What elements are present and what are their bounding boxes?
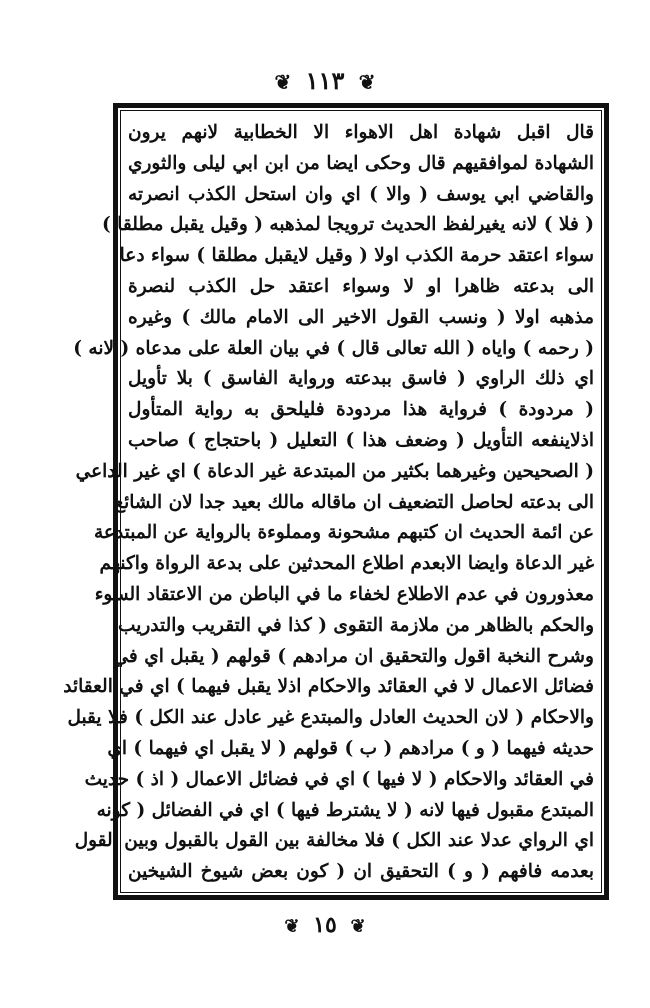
- text-line: ( الصحيحين وغيرهما بكثير من المبتدعة غير الدعاة ) اي غير الداعي: [75, 460, 594, 482]
- ornament-icon: ❦: [350, 916, 366, 937]
- text-body: [63, 118, 594, 888]
- text-line: سواء اعتقد حرمة الكذب اولا ( وقيل لايقبل مطلقا ) سواء دعا: [119, 245, 594, 267]
- text-line: وشرح النخبة اقول والتحقيق ان مرادهم ) قولهم ( يقبل اي في: [113, 645, 594, 667]
- text-line: ( فلا ) لانه يغيرلفظ الحديث ترويجا لمذهبه ( وقيل يقبل مطلقا ): [102, 214, 594, 236]
- text-line: مذهبه اولا ( ونسب القول الاخير الى الامام مالك ) وغيره: [128, 306, 594, 328]
- signature-number: ١٥: [313, 912, 337, 938]
- text-line: ( رحمه ) واياه ( الله تعالى قال ) في بيان العلة على مدعاه ( لانه ): [73, 337, 594, 359]
- text-line: الشهادة لموافقيهم قال وحكى ايضا من ابن ابي ليلى والثوري: [128, 152, 594, 174]
- text-line: غير الدعاة وايضا الابعدم اطلاع المحدثين على بدعة الرواة واكنهم: [99, 553, 594, 575]
- text-line: الى بدعته ظاهرا او لا وسواء اعتقد حل الكذب لنصرة: [128, 275, 594, 297]
- text-line: فضائل الاعمال لا في العقائد والاحكام اذلا يقبل فيهما ) اي في العقائد: [63, 676, 594, 698]
- text-line: اذلاينفعه التأويل ( وضعف هذا ) التعليل ( باحتجاج ) صاحب: [128, 429, 594, 451]
- text-line: والحكم بالظاهر من ملازمة التقوى ( كذا في التقريب والتدريب: [118, 614, 594, 636]
- text-line: بعدمه فافهم ( و ) التحقيق ان ( كون بعض شيوخ الشيخين: [128, 861, 594, 883]
- text-line: ( مردودة ) فرواية هذا مردودة فليلحق به رواية المتأول: [128, 399, 594, 421]
- text-line: قال اقبل شهادة اهل الاهواء الا الخطابية لانهم يرون: [128, 122, 594, 143]
- text-line: المبتدع مقبول فيها لانه ( لا يشترط فيها ) اي في الفضائل ( كونه: [96, 799, 594, 821]
- page-number-top: [0, 66, 650, 95]
- text-line: والاحكام ( لان الحديث العادل والمبتدع غير عادل عند الكل ) فلا يقبل: [67, 707, 594, 729]
- ornament-icon: ❦: [358, 70, 376, 94]
- text-line: في العقائد والاحكام ( لا فيها ) اي في فضائل الاعمال ( اذ ) حديث: [84, 768, 594, 790]
- signature-mark: [0, 912, 650, 938]
- text-line: والقاضي ابي يوسف ( والا ) اي وان استحل الكذب انصرته: [128, 183, 594, 205]
- page-number: ١١٣: [305, 66, 345, 95]
- ornament-icon: ❦: [284, 916, 300, 937]
- text-line: حديثه فيهما ( و ) مرادهم ( ب ) قولهم ( لا يقبل اي فيهما ) اي: [107, 737, 594, 759]
- text-line: معذورون في عدم الاطلاع لخفاء ما في الباطن من الاعتقاد السوء: [94, 583, 594, 605]
- ornament-icon: ❦: [274, 70, 292, 94]
- text-line: عن ائمة الحديث ان كتبهم مشحونة ومملوءة بالرواية عن المبتدعة: [93, 522, 594, 544]
- text-line: اي ذلك الراوي ( فاسق ببدعته ورواية الفاسق ) بلا تأويل: [128, 368, 594, 390]
- text-line: اي الرواي عدلا عند الكل ) فلا مخالفة بين القول بالقبول وبين القول: [74, 830, 594, 852]
- text-line: الى بدعته لحاصل التضعيف ان ماقاله مالك بعيد جدا لان الشائع: [114, 491, 594, 513]
